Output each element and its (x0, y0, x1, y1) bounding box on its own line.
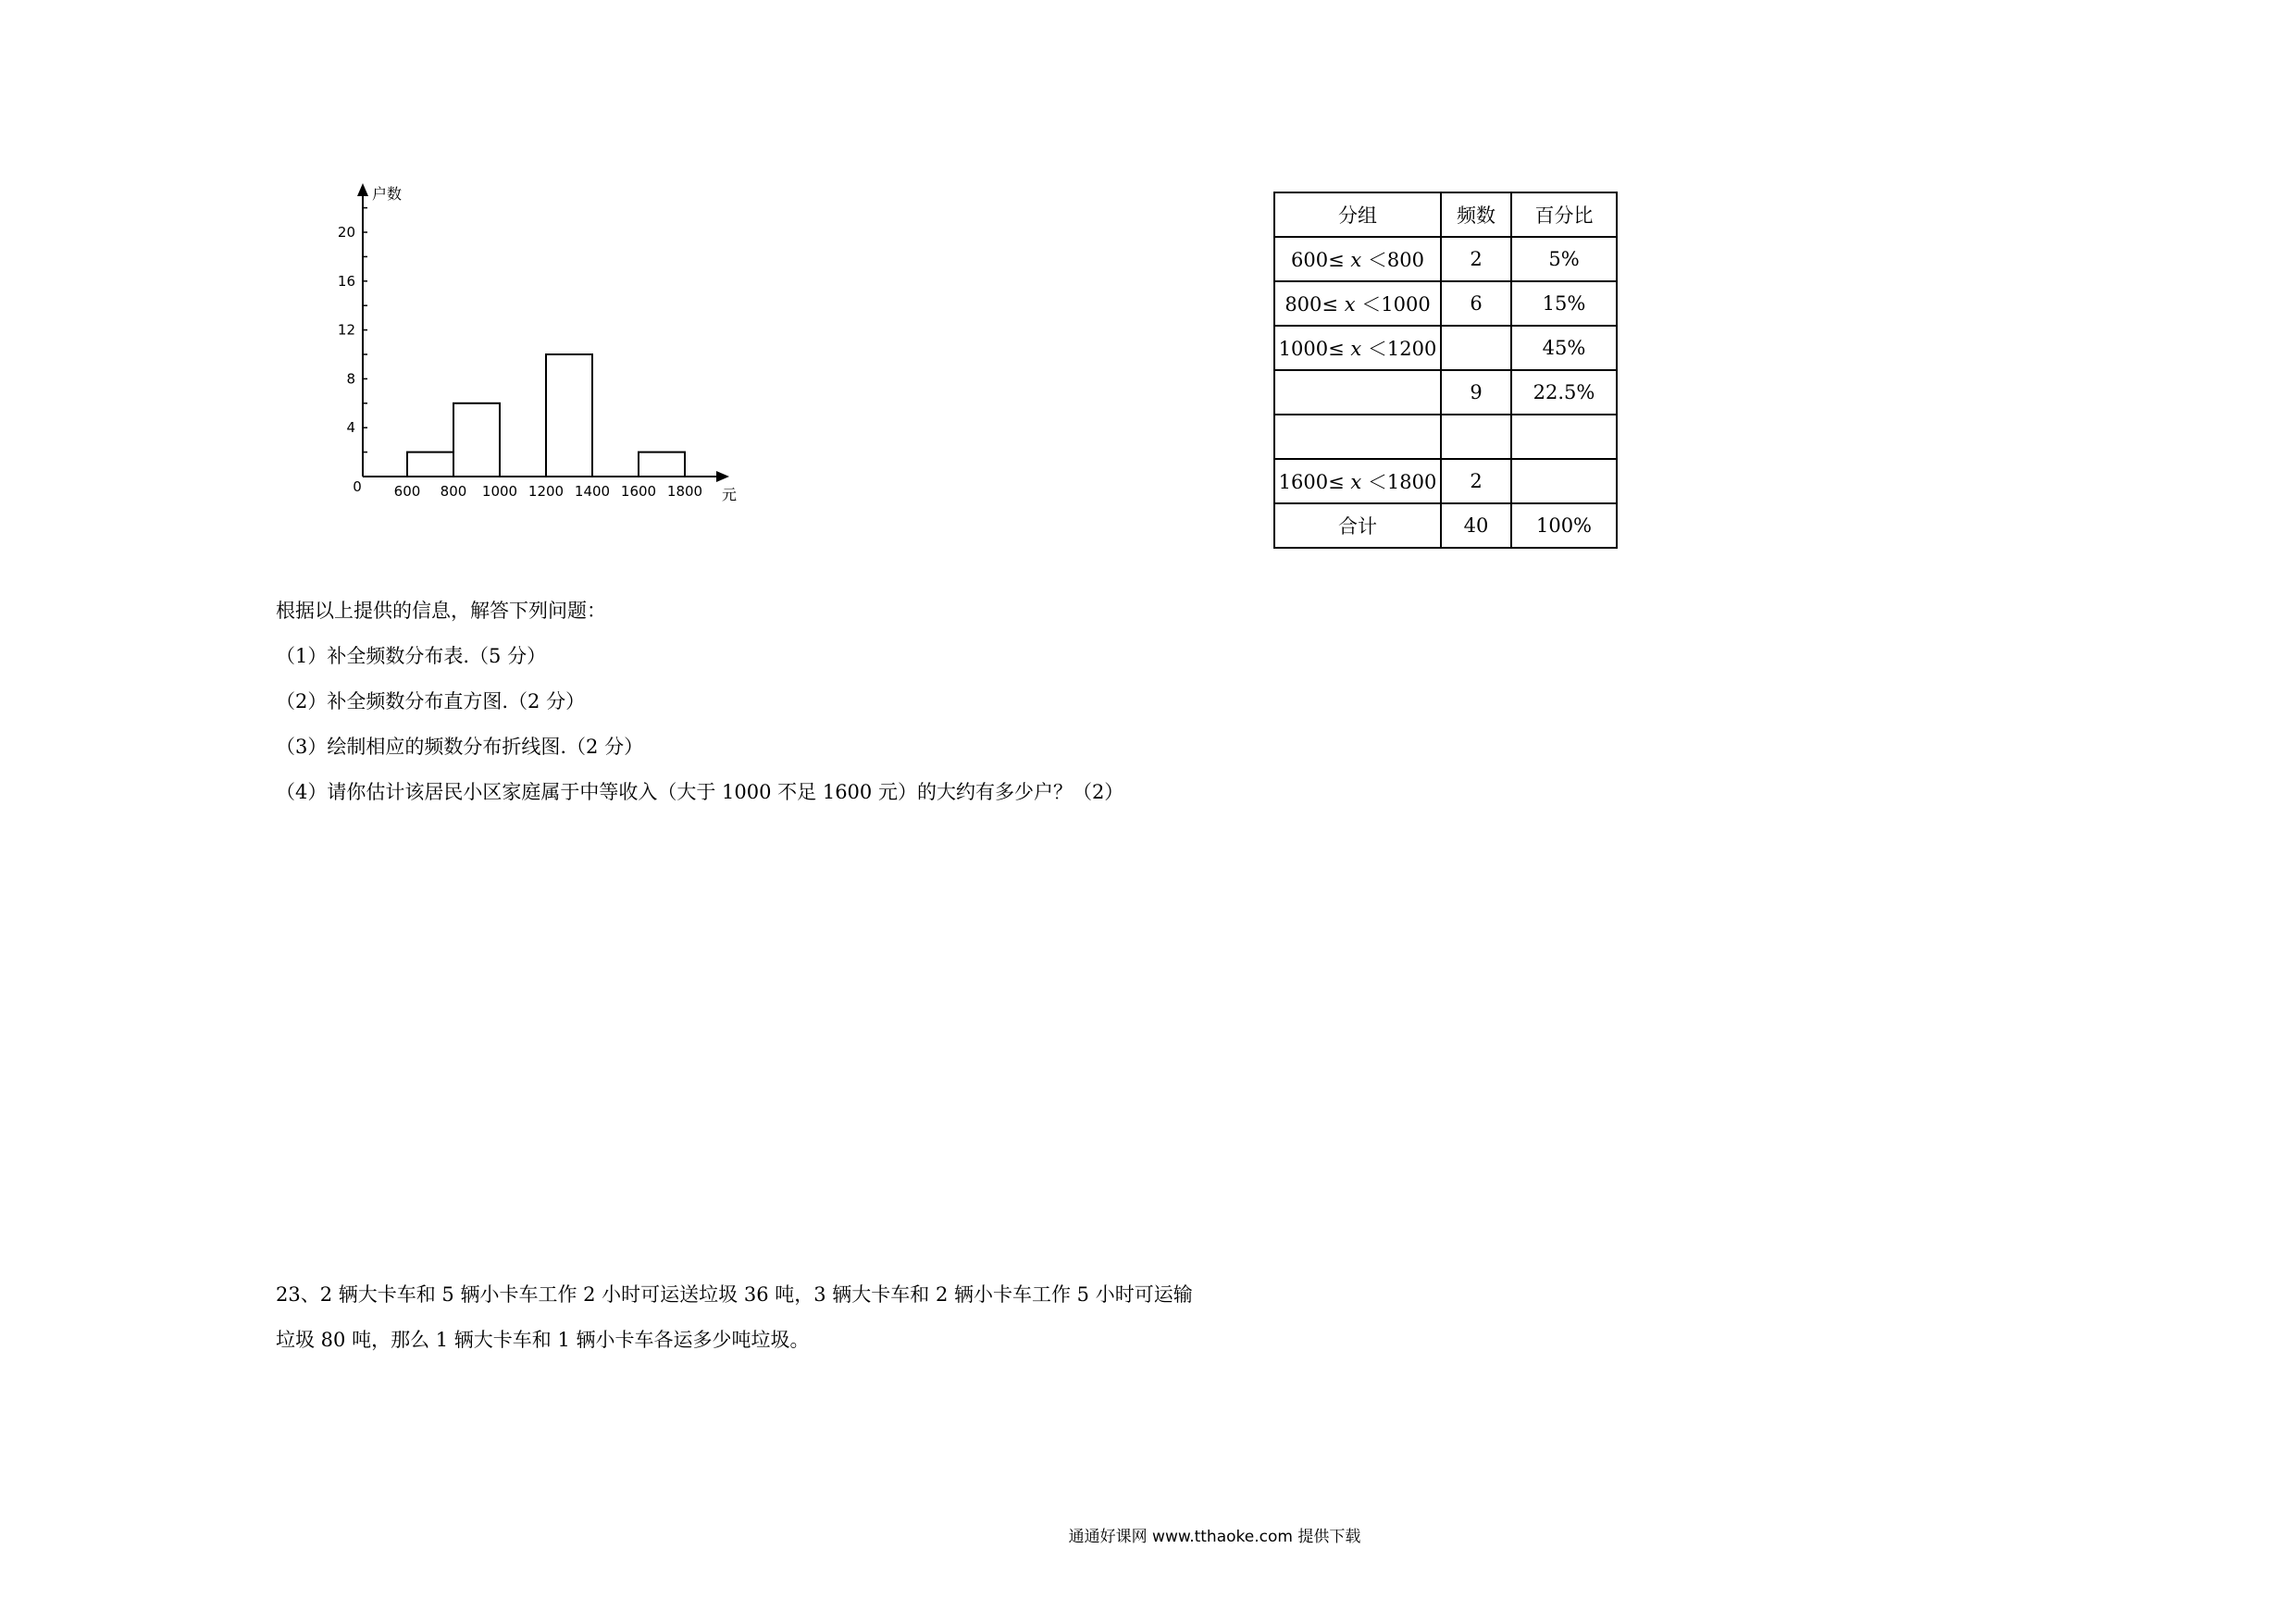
table-row (1274, 415, 1617, 459)
percent-cell: 45% (1511, 326, 1617, 370)
total-percent: 100% (1511, 503, 1617, 548)
footer-text: 通通好课网 www.tthaoke.com 提供下载 (1068, 1528, 1361, 1546)
x-tick-label: 800 (440, 483, 467, 500)
table-row (1274, 459, 1617, 503)
ineq-left: ≤ (1328, 471, 1345, 493)
group-upper: 800 (1386, 249, 1424, 271)
group-cell (1274, 281, 1441, 326)
group-lower: 1600 (1278, 471, 1329, 493)
percent-cell: 22.5% (1511, 370, 1617, 415)
footer (0, 1523, 2296, 1546)
x-tick-label: 1000 (481, 483, 518, 500)
count-cell: 2 (1441, 237, 1511, 281)
x-axis-arrow (716, 471, 729, 482)
group-cell (1274, 326, 1441, 370)
group-cell (1274, 415, 1441, 459)
questions-intro: 根据以上提供的信息，解答下列问题： (276, 600, 606, 622)
problem-23-line-2: 垃圾 80 吨，那么 1 辆大卡车和 1 辆小卡车各运多少吨垃圾。 (276, 1329, 810, 1351)
histogram-bar (639, 452, 685, 477)
percent-cell (1511, 415, 1617, 459)
count-cell (1441, 415, 1511, 459)
x-tick-label: 1400 (574, 483, 611, 500)
ineq-var: x (1344, 293, 1356, 316)
group-lower: 800 (1285, 293, 1322, 316)
x-tick-label: 1600 (620, 483, 657, 500)
percent-cell (1511, 459, 1617, 503)
y-tick-label: 16 (337, 272, 355, 290)
total-count: 40 (1441, 503, 1511, 548)
percent-cell: 15% (1511, 281, 1617, 326)
y-tick-label: 20 (337, 224, 355, 241)
question-2: （2）补全频数分布直方图.（2 分） (276, 690, 586, 712)
ineq-var: x (1350, 249, 1362, 271)
percent-cell: 5% (1511, 237, 1617, 281)
group-cell (1274, 459, 1441, 503)
ineq-var: x (1350, 471, 1362, 493)
frequency-histogram (324, 176, 750, 509)
group-cell (1274, 237, 1441, 281)
count-cell (1441, 326, 1511, 370)
count-cell: 9 (1441, 370, 1511, 415)
count-cell: 6 (1441, 281, 1511, 326)
y-tick-label: 4 (346, 419, 355, 437)
y-axis-label: 户数 (372, 185, 403, 203)
ineq-left: ≤ (1328, 249, 1345, 271)
x-tick-label: 1200 (527, 483, 565, 500)
y-axis-arrow (357, 183, 368, 196)
ineq-right: ＜ (1367, 249, 1387, 271)
count-cell: 2 (1441, 459, 1511, 503)
group-upper: 1200 (1386, 338, 1437, 360)
histogram-bar (546, 354, 592, 477)
question-3: （3）绘制相应的频数分布折线图.（2 分） (276, 736, 644, 758)
problem-23-line-1: 23、2 辆大卡车和 5 辆小卡车工作 2 小时可运送垃圾 36 吨，3 辆大卡车和 2 辆小卡车工作 5 小时可运输 (276, 1283, 1193, 1306)
question-4: （4）请你估计该居民小区家庭属于中等收入（大于 1000 不足 1600 元）的大约有多少户？（2） (276, 781, 1124, 803)
header-group: 分组 (1274, 192, 1441, 237)
ineq-var: x (1350, 338, 1362, 360)
ineq-right: ＜ (1361, 293, 1382, 316)
table-row (1274, 281, 1617, 326)
histogram-bar (407, 452, 453, 477)
header-percent: 百分比 (1511, 192, 1617, 237)
table-row (1274, 370, 1617, 415)
table-row (1274, 237, 1617, 281)
header-count: 频数 (1441, 192, 1511, 237)
ineq-right: ＜ (1367, 338, 1387, 360)
histogram-bar (453, 403, 500, 477)
y-tick-label: 12 (337, 321, 355, 339)
x-tick-label: 1800 (666, 483, 703, 500)
total-label: 合计 (1274, 503, 1441, 548)
table-header-row (1274, 192, 1617, 237)
question-1: （1）补全频数分布表.（5 分） (276, 645, 547, 667)
x-axis-label: 元 (722, 486, 738, 503)
origin-label: 0 (353, 478, 362, 495)
group-upper: 1800 (1386, 471, 1437, 493)
ineq-right: ＜ (1367, 471, 1387, 493)
total-row (1274, 503, 1617, 548)
ineq-left: ≤ (1322, 293, 1339, 316)
y-tick-label: 8 (346, 370, 355, 388)
x-tick-label: 600 (393, 483, 421, 500)
table-row (1274, 326, 1617, 370)
group-lower: 1000 (1278, 338, 1329, 360)
group-lower: 600 (1290, 249, 1329, 271)
ineq-left: ≤ (1328, 338, 1345, 360)
group-cell (1274, 370, 1441, 415)
group-upper: 1000 (1381, 293, 1431, 316)
frequency-table (1273, 192, 1618, 549)
